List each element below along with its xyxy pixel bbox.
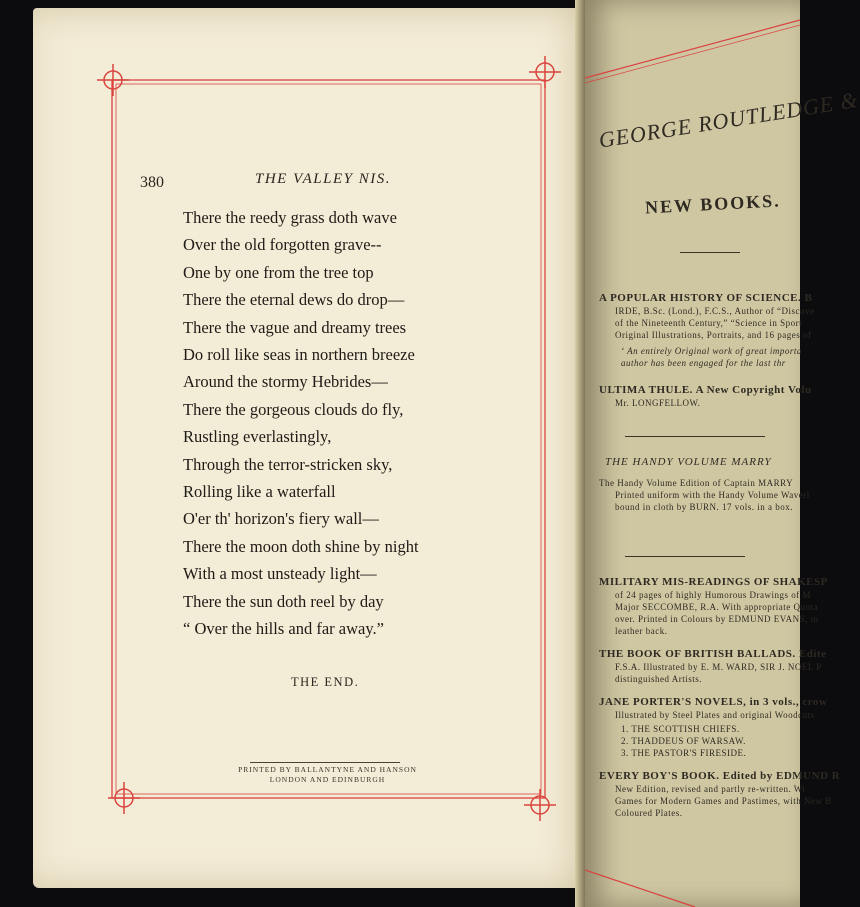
- corner-ornament-top-left: [97, 64, 129, 96]
- section-rule: [625, 556, 745, 557]
- catalogue-entry-text: leather back.: [615, 626, 668, 636]
- catalogue-entry-text: Games for Modern Games and Pastimes, with New B: [615, 796, 832, 806]
- poem-line: One by one from the tree top: [183, 262, 374, 282]
- catalogue-heading: NEW BOOKS.: [644, 190, 782, 218]
- catalogue-entry-note: author has been engaged for the last thr: [621, 358, 786, 368]
- catalogue-entry-text: distinguished Artists.: [615, 674, 703, 684]
- catalogue-list-item: 1. THE SCOTTISH CHIEFS.: [621, 724, 740, 734]
- catalogue-entry-text: The Handy Volume Edition of Captain MARRY: [599, 478, 794, 488]
- catalogue-entry-text: over. Printed in Colours by EDMUND EVANS, in: [615, 614, 819, 624]
- poem: [183, 204, 419, 643]
- catalogue-entry-title: EVERY BOY'S BOOK. Edited by EDMUND R: [599, 770, 841, 782]
- catalogue-list-item: 3. THE PASTOR'S FIRESIDE.: [621, 748, 747, 758]
- running-head: THE VALLEY NIS.: [255, 171, 391, 187]
- catalogue-entry-title: ULTIMA THULE. A New Copyright Volu: [599, 384, 812, 396]
- printer-imprint: [225, 765, 430, 785]
- catalogue-entry-text: Original Illustrations, Portraits, and 16 pages of: [615, 330, 812, 340]
- page-number: 380: [140, 174, 164, 191]
- section-title: THE HANDY VOLUME MARRY: [605, 456, 772, 468]
- catalogue-entry-text: Major SECCOMBE, R.A. With appropriate Quota: [615, 602, 818, 612]
- poem-line: “ Over the hills and far away.”: [183, 619, 384, 639]
- catalogue-list-item: 2. THADDEUS OF WARSAW.: [621, 736, 746, 746]
- catalogue-entry-text: Mr. LONGFELLOW.: [615, 398, 701, 408]
- imprint-rule: [250, 762, 400, 763]
- poem-line: With a most unsteady light—: [183, 564, 377, 584]
- poem-line: There the reedy grass doth wave: [183, 208, 397, 227]
- catalogue-entry-note: ‘ An entirely Original work of great importa: [621, 346, 802, 356]
- catalogue-entry-title: THE BOOK OF BRITISH BALLADS. Edite: [599, 648, 827, 660]
- poem-line: There the vague and dreamy trees: [183, 317, 407, 337]
- poem-line: Around the stormy Hebrides—: [183, 372, 388, 392]
- imprint-line: PRINTED BY BALLANTYNE AND HANSON: [238, 765, 417, 774]
- poem-line: There the sun doth reel by day: [183, 591, 384, 611]
- corner-ornament-bottom-left: [108, 782, 140, 814]
- catalogue-entry-text: F.S.A. Illustrated by E. M. WARD, SIR J. NOEL P: [615, 662, 822, 672]
- right-book-page: [585, 0, 860, 907]
- poem-line: Through the terror-stricken sky,: [183, 454, 393, 474]
- catalogue-entry-text: New Edition, revised and partly re-written. Wi: [615, 784, 806, 794]
- catalogue-entry-text: IRDE, B.Sc. (Lond.), F.C.S., Author of “Discove: [615, 306, 815, 316]
- poem-line: Rustling everlastingly,: [183, 427, 332, 447]
- catalogue-entry-text: Illustrated by Steel Plates and original Woodcuts: [615, 710, 815, 720]
- poem-line: Rolling like a waterfall: [183, 482, 336, 502]
- catalogue-entry-text: Printed uniform with the Handy Volume Waverl: [615, 490, 810, 500]
- poem-line: There the moon doth shine by night: [183, 536, 419, 556]
- catalogue-entry-text: bound in cloth by BURN. 17 vols. in a box.: [615, 502, 793, 512]
- imprint-line: LONDON AND EDINBURGH: [269, 775, 386, 784]
- poem-line: O'er th' horizon's fiery wall—: [183, 509, 379, 529]
- poem-line: Over the old forgotten grave--: [183, 235, 382, 255]
- poem-line: There the eternal dews do drop—: [183, 290, 405, 310]
- section-rule: [625, 436, 765, 437]
- poem-line: There the gorgeous clouds do fly,: [183, 399, 404, 419]
- catalogue-entry-title: MILITARY MIS-READINGS OF SHAKESP: [599, 576, 828, 588]
- catalogue-entry-title: JANE PORTER'S NOVELS, in 3 vols., crow: [599, 696, 828, 708]
- catalogue-entry-text: Coloured Plates.: [615, 808, 683, 818]
- corner-ornament-top-right: [529, 56, 561, 88]
- catalogue-entry-title: A POPULAR HISTORY OF SCIENCE. B: [599, 292, 813, 304]
- the-end: THE END.: [291, 675, 360, 689]
- catalogue-entry-text: of 24 pages of highly Humorous Drawings of M: [615, 590, 811, 600]
- catalogue-entry-text: of the Nineteenth Century,” “Science in Sport: [615, 318, 803, 328]
- publisher-name: GEORGE ROUTLEDGE &: [597, 86, 860, 153]
- ornament-rule: [680, 252, 740, 253]
- poem-line: Do roll like seas in northern breeze: [183, 345, 415, 365]
